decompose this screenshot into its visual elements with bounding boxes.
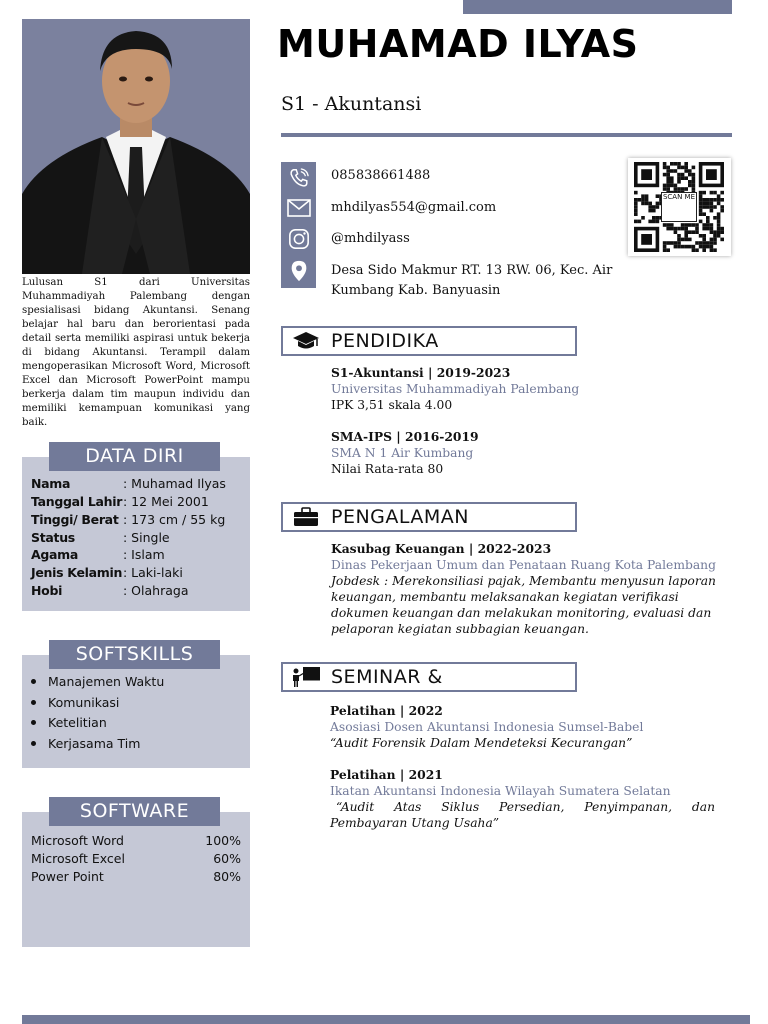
list-item: Komunikasi (31, 693, 119, 713)
pengalaman-title: PENGALAMAN (331, 506, 470, 528)
data-row: Jenis Kelamin: Laki-laki (31, 565, 183, 580)
briefcase-icon (283, 504, 329, 530)
softskills-heading: SOFTSKILLS (49, 640, 220, 669)
seminar-heading-box (281, 662, 577, 692)
home-address: Desa Sido Makmur RT. 13 RW. 06, Kec. Air Kumbang Kab. Banyuasin (331, 263, 613, 298)
software-heading: SOFTWARE (49, 797, 220, 826)
qr-code (628, 158, 731, 256)
seminar-entry: Pelatihan | 2022 Asosiasi Dosen Akuntansi Indonesia Sumsel-Babel “Audit Forensik Dalam Mendeteksi Kecurangan” (330, 703, 644, 750)
pendidikan-title: PENDIDIKA (331, 330, 439, 352)
mail-icon (281, 194, 316, 222)
profile-summary: Lulusan S1 dari Universitas Muhammadiyah Palembang dengan spesialisasi bidang Akuntansi. Senang belajar hal baru dan berorientasi pada detail serta memiliki aspirasi untuk bekerja di bidang Akuntansi. Terampil dalam mengoperasikan Microsoft Word, Microsoft Excel dan Microsoft PowerPoint mampu berkerja dalam tim maupun individu dan memiliki kemampuan komunikasi yang baik. (22, 277, 250, 428)
qr-scan-me-label: SCAN ME (661, 192, 697, 222)
software-row: Microsoft Excel 60% (31, 851, 241, 866)
data-row: Status : Single (31, 530, 170, 545)
data-diri-panel (22, 457, 250, 611)
graduation-cap-icon (283, 328, 329, 354)
list-item: Kerjasama Tim (31, 734, 140, 754)
phone-icon (281, 164, 316, 192)
experience-entry: Kasubag Keuangan | 2022-2023 Dinas Pekerjaan Umum dan Penataan Ruang Kota Palembang Jobdesk : Merekonsiliasi pajak, Membantu menyusun laporan keuangan, membantu melaksanakan kegiatan verifikasi dokumen keuangan dan melakukan monitoring, evaluasi dan pelaporan kegiatan subbagian keuangan. (331, 541, 716, 636)
software-row: Microsoft Word 100% (31, 833, 241, 848)
phone-number: 085838661488 (331, 168, 431, 183)
bottom-accent-bar (22, 1015, 750, 1024)
software-row: Power Point 80% (31, 869, 241, 884)
software-panel (22, 812, 250, 947)
data-row: Tinggi/ Berat : 173 cm / 55 kg (31, 512, 226, 527)
header-divider (281, 133, 732, 137)
data-diri-heading: DATA DIRI (49, 442, 220, 471)
data-row: Hobi : Olahraga (31, 583, 189, 598)
education-entry: SMA-IPS | 2016-2019 SMA N 1 Air Kumbang Nilai Rata-rata 80 (331, 429, 479, 476)
seminar-title: SEMINAR & (331, 666, 443, 688)
full-name: MUHAMAD ILYAS (277, 22, 639, 66)
pendidikan-heading-box (281, 326, 577, 356)
contact-icon-strip (281, 162, 316, 288)
data-row: Nama : Muhamad Ilyas (31, 476, 226, 491)
top-accent-bar (463, 0, 732, 14)
profile-photo (22, 19, 250, 274)
education-entry: S1-Akuntansi | 2019-2023 Universitas Muhammadiyah Palembang IPK 3,51 skala 4.00 (331, 365, 580, 412)
data-row: Tanggal Lahir: 12 Mei 2001 (31, 494, 209, 509)
list-item: Ketelitian (31, 713, 107, 733)
data-row: Agama : Islam (31, 547, 165, 562)
location-pin-icon (281, 257, 316, 285)
presentation-icon (283, 664, 329, 690)
email-address: mhdilyas554@gmail.com (331, 200, 497, 215)
degree-title: S1 - Akuntansi (281, 93, 422, 115)
seminar-entry: Pelatihan | 2021 Ikatan Akuntansi Indonesia Wilayah Sumatera Selatan “Audit Atas Siklus Persedian, Penyimpanan, dan Pembayaran Utang Usaha” (330, 767, 715, 830)
pengalaman-heading-box (281, 502, 577, 532)
list-item: Manajemen Waktu (31, 672, 164, 692)
softskills-panel (22, 655, 250, 768)
instagram-icon (281, 225, 316, 253)
instagram-handle: @mhdilyass (331, 231, 410, 246)
